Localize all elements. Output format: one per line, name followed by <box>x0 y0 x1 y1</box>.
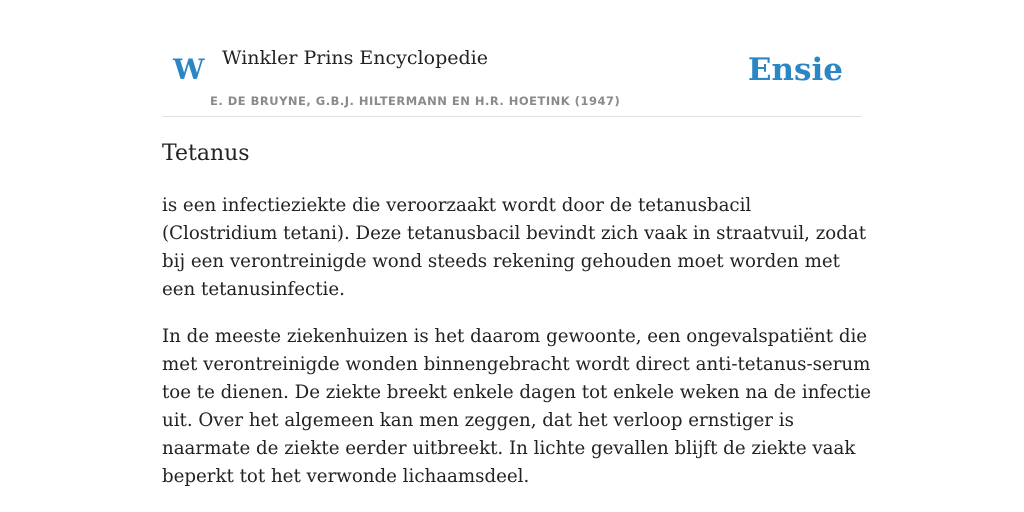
source-authors: E. DE BRUYNE, G.B.J. HILTERMANN EN H.R. HOETINK (1947) <box>210 94 621 108</box>
article-paragraph: In de meeste ziekenhuizen is het daarom gewoonte, een ongevalspatiënt die met verontreinigde wonden binnengebracht wordt direct anti-tetanus-serum toe te dienen. De ziekte breekt enkele dagen tot enkele weken na de infectie uit. Over het algemeen kan men zeggen, dat het verloop ernstiger is naarmate de ziekte eerder uitbreekt. In lichte gevallen blijft de ziekte vaak beperkt tot het verwonde lichaamsdeel. <box>162 326 871 487</box>
source-title[interactable]: Winkler Prins Encyclopedie <box>222 47 488 69</box>
source-header <box>162 0 862 117</box>
article-paragraph: is een infectieziekte die veroorzaakt wordt door de tetanusbacil (Clostridium tetani). Deze tetanusbacil bevindt zich vaak in straatvuil, zodat bij een verontreinigde wond steeds rekening gehouden moet worden met een tetanusinfectie. <box>162 195 867 300</box>
article <box>162 138 872 491</box>
source-logo[interactable]: W <box>173 53 205 86</box>
article-title: Tetanus <box>162 141 250 166</box>
brand-logo[interactable]: Ensie <box>747 52 843 88</box>
